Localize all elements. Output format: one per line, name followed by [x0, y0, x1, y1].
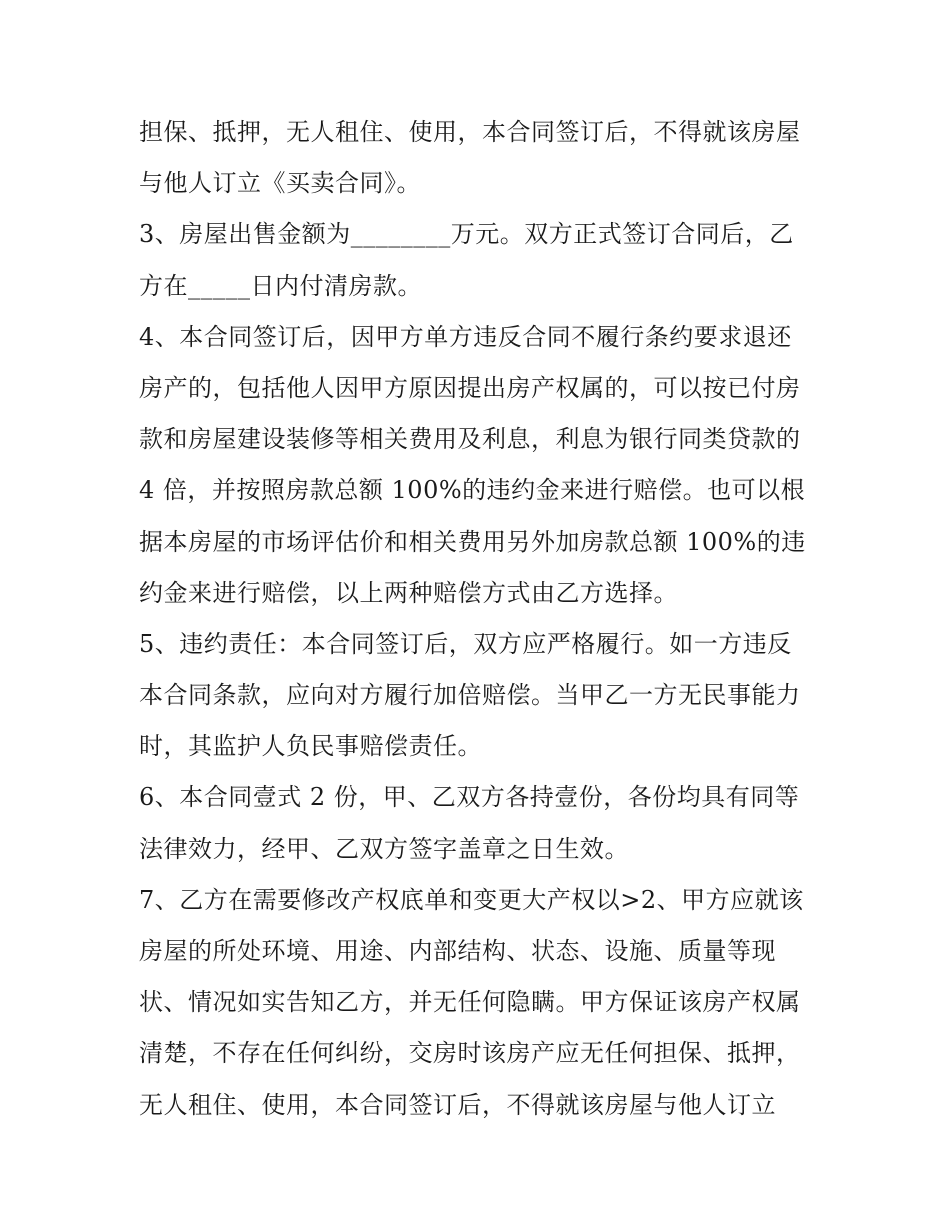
- text-line: 清楚，不存在任何纠纷，交房时该房产应无任何担保、抵押，: [139, 1039, 801, 1068]
- contract-text: [139, 107, 829, 1131]
- text-line: 3、房屋出售金额为________万元。双方正式签订合同后，乙: [139, 220, 794, 249]
- text-line: 无人租住、使用，本合同签订后，不得就该房屋与他人订立: [139, 1090, 776, 1119]
- text-line: 房屋的所处环境、用途、内部结构、状态、设施、质量等现: [139, 937, 776, 965]
- text-line: 4 倍，并按照房款总额 100%的违约金来进行赔偿。也可以根: [139, 476, 806, 505]
- text-line: 6、本合同壹式 2 份，甲、乙双方各持壹份，各份均具有同等: [139, 783, 800, 812]
- text-line: 7、乙方在需要修改产权底单和变更大产权以>2、甲方应就该: [139, 885, 804, 914]
- text-line: 时，其监护人负民事赔偿责任。: [139, 732, 482, 761]
- text-line: 4、本合同签订后，因甲方单方违反合同不履行条约要求退还: [139, 322, 792, 351]
- text-line: 5、违约责任：本合同签订后，双方应严格履行。如一方违反: [139, 629, 792, 658]
- text-line: 与他人订立《买卖合同》。: [139, 169, 421, 198]
- text-line: 方在_____日内付清房款。: [139, 271, 422, 300]
- text-line: 法律效力，经甲、乙双方签字盖章之日生效。: [139, 834, 629, 863]
- text-line: 房产的，包括他人因甲方原因提出房产权属的，可以按已付房: [139, 373, 801, 402]
- text-line: 约金来进行赔偿，以上两种赔偿方式由乙方选择。: [139, 578, 678, 607]
- text-line: 本合同条款，应向对方履行加倍赔偿。当甲乙一方无民事能力: [139, 681, 801, 710]
- text-line: 状、情况如实告知乙方，并无任何隐瞒。甲方保证该房产权属: [139, 988, 801, 1017]
- text-line: 担保、抵押，无人租住、使用，本合同签订后，不得就该房屋: [139, 118, 801, 146]
- text-line: 据本房屋的市场评估价和相关费用另外加房款总额 100%的违: [139, 527, 806, 556]
- text-line: 款和房屋建设装修等相关费用及利息，利息为银行同类贷款的: [139, 425, 801, 454]
